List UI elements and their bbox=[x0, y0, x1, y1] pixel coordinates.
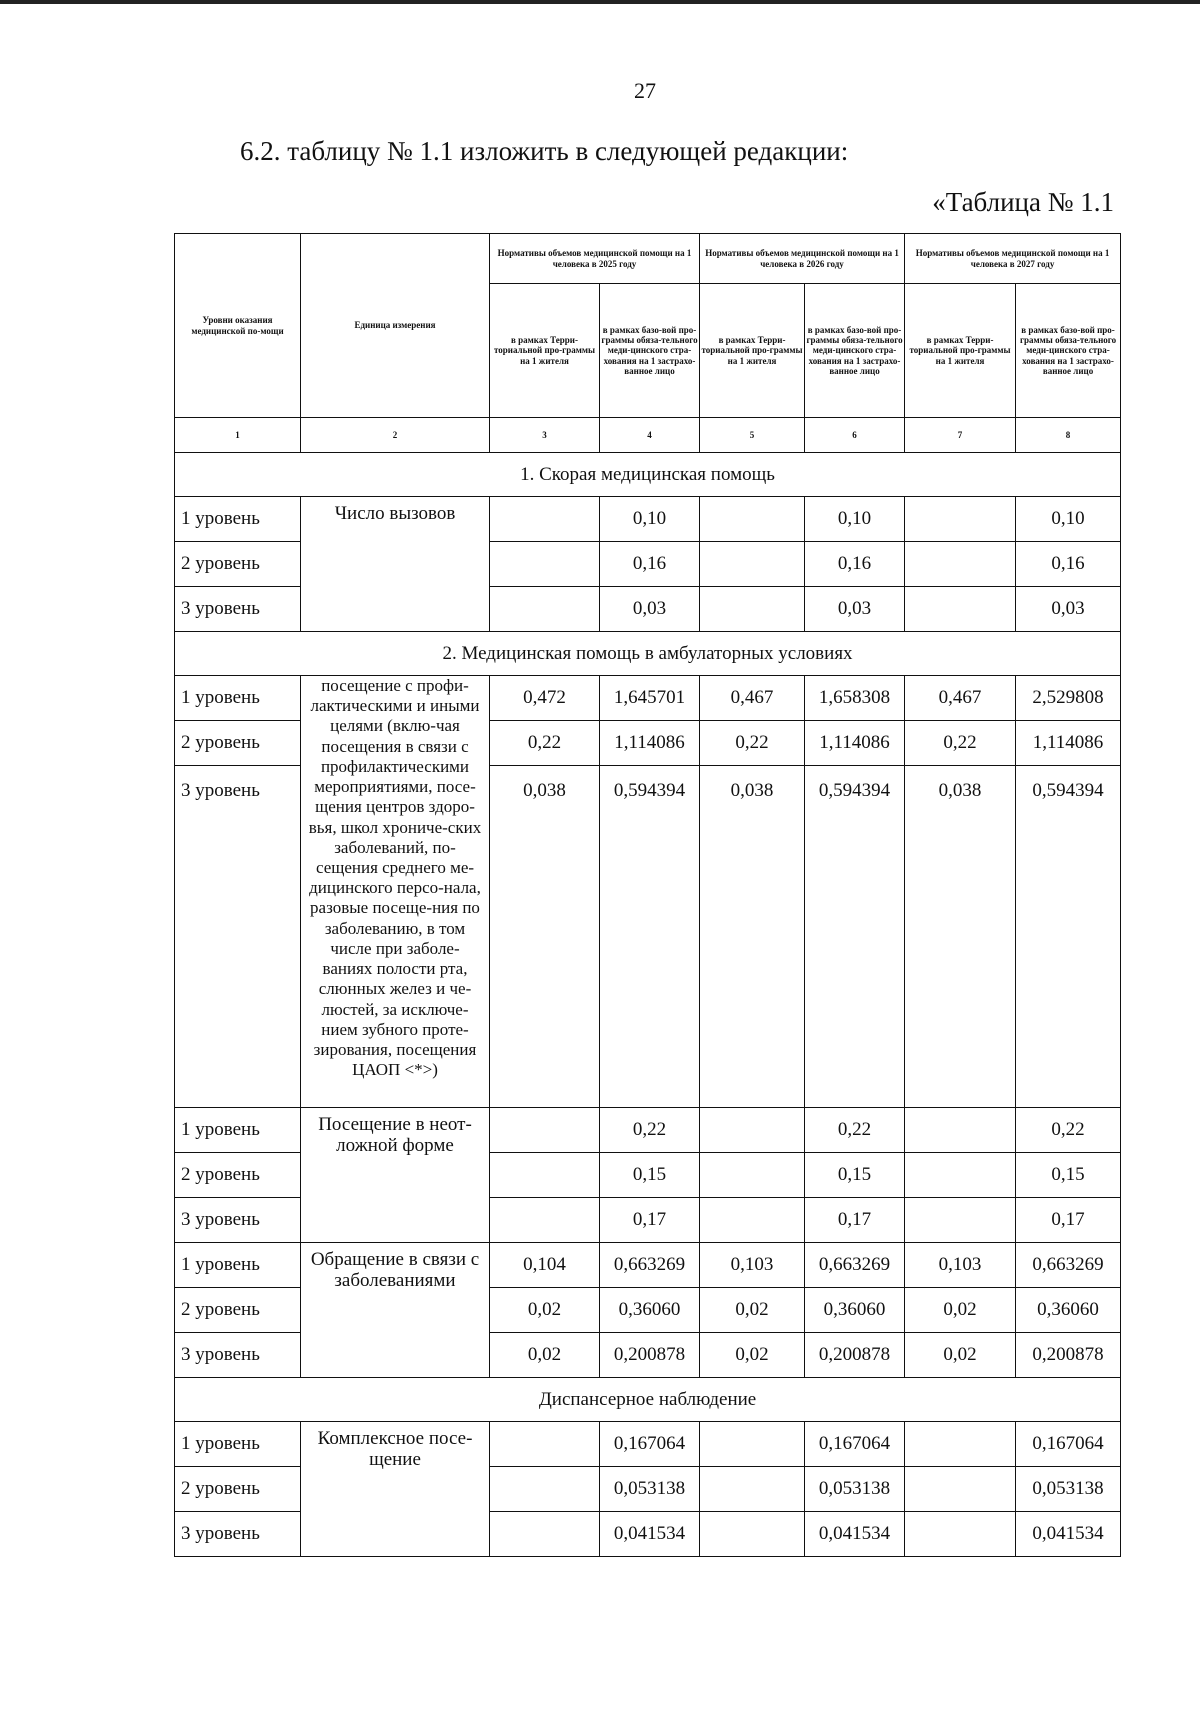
unit-cell: Комплексное посе-щение bbox=[301, 1422, 490, 1557]
value-cell: 0,167064 bbox=[1016, 1422, 1121, 1467]
value-cell: 0,167064 bbox=[600, 1422, 700, 1467]
column-number: 7 bbox=[905, 418, 1016, 453]
column-number-row bbox=[175, 418, 1121, 453]
value-cell: 0,22 bbox=[805, 1108, 905, 1153]
value-cell: 0,200878 bbox=[805, 1333, 905, 1378]
value-cell: 0,200878 bbox=[600, 1333, 700, 1378]
value-cell: 0,663269 bbox=[600, 1243, 700, 1288]
value-cell bbox=[700, 542, 805, 587]
value-cell: 0,041534 bbox=[600, 1512, 700, 1557]
value-cell bbox=[490, 497, 600, 542]
level-cell: 1 уровень bbox=[175, 497, 301, 542]
value-cell: 0,17 bbox=[805, 1198, 905, 1243]
value-cell bbox=[905, 1108, 1016, 1153]
oms-program-header: в рамках базо-вой про-граммы обяза-тельного меди-цинского стра-хования на 1 застрахо-ванное лицо bbox=[600, 284, 700, 418]
column-number: 3 bbox=[490, 418, 600, 453]
value-cell: 0,22 bbox=[1016, 1108, 1121, 1153]
value-cell bbox=[700, 497, 805, 542]
value-cell: 0,103 bbox=[700, 1243, 805, 1288]
value-cell bbox=[905, 1512, 1016, 1557]
territorial-program-header: в рамках Терри-ториальной про-граммы на 1 жителя bbox=[490, 284, 600, 418]
value-cell: 0,10 bbox=[1016, 497, 1121, 542]
value-cell: 0,17 bbox=[600, 1198, 700, 1243]
norms-table bbox=[174, 233, 1121, 1557]
territorial-program-header: в рамках Терри-ториальной про-граммы на 1 жителя bbox=[905, 284, 1016, 418]
value-cell: 0,22 bbox=[490, 721, 600, 766]
column-number: 2 bbox=[301, 418, 490, 453]
section-row bbox=[175, 453, 1121, 497]
value-cell: 0,17 bbox=[1016, 1198, 1121, 1243]
unit-cell: Посещение в неот-ложной форме bbox=[301, 1108, 490, 1243]
value-cell bbox=[905, 1153, 1016, 1198]
value-cell: 1,114086 bbox=[805, 721, 905, 766]
value-cell: 0,22 bbox=[600, 1108, 700, 1153]
value-cell: 0,02 bbox=[700, 1288, 805, 1333]
value-cell: 0,053138 bbox=[805, 1467, 905, 1512]
table-label: «Таблица № 1.1 bbox=[932, 187, 1114, 217]
level-cell: 2 уровень bbox=[175, 542, 301, 587]
column-number: 6 bbox=[805, 418, 905, 453]
value-cell bbox=[700, 1108, 805, 1153]
value-cell: 0,038 bbox=[490, 766, 600, 1108]
value-cell: 0,36060 bbox=[805, 1288, 905, 1333]
value-cell bbox=[490, 1108, 600, 1153]
value-cell: 0,10 bbox=[600, 497, 700, 542]
value-cell: 1,645701 bbox=[600, 676, 700, 721]
value-cell bbox=[905, 1198, 1016, 1243]
value-cell: 0,038 bbox=[905, 766, 1016, 1108]
value-cell: 0,041534 bbox=[1016, 1512, 1121, 1557]
year-group-header: Нормативы объемов медицинской помощи на 1 человека в 2027 году bbox=[905, 234, 1121, 284]
value-cell bbox=[905, 1467, 1016, 1512]
value-cell: 2,529808 bbox=[1016, 676, 1121, 721]
year-group-header: Нормативы объемов медицинской помощи на 1 человека в 2025 году bbox=[490, 234, 700, 284]
table-row bbox=[175, 1422, 1121, 1467]
value-cell bbox=[905, 542, 1016, 587]
value-cell: 0,02 bbox=[700, 1333, 805, 1378]
table-row bbox=[175, 676, 1121, 721]
level-cell: 1 уровень bbox=[175, 1243, 301, 1288]
column-number: 5 bbox=[700, 418, 805, 453]
level-cell: 2 уровень bbox=[175, 721, 301, 766]
value-cell: 0,36060 bbox=[1016, 1288, 1121, 1333]
value-cell bbox=[905, 497, 1016, 542]
value-cell bbox=[700, 1153, 805, 1198]
section-row bbox=[175, 1378, 1121, 1422]
year-group-header: Нормативы объемов медицинской помощи на 1 человека в 2026 году bbox=[700, 234, 905, 284]
value-cell bbox=[700, 1422, 805, 1467]
section-title: Диспансерное наблюдение bbox=[175, 1378, 1121, 1422]
value-cell: 0,15 bbox=[805, 1153, 905, 1198]
value-cell: 0,10 bbox=[805, 497, 905, 542]
value-cell: 0,103 bbox=[905, 1243, 1016, 1288]
value-cell: 0,22 bbox=[905, 721, 1016, 766]
value-cell bbox=[905, 1422, 1016, 1467]
value-cell: 0,03 bbox=[1016, 587, 1121, 632]
unit-cell: Обращение в связи с заболеваниями bbox=[301, 1243, 490, 1378]
value-cell: 0,038 bbox=[700, 766, 805, 1108]
value-cell: 0,467 bbox=[905, 676, 1016, 721]
value-cell: 0,03 bbox=[600, 587, 700, 632]
oms-program-header: в рамках базо-вой про-граммы обяза-тельного меди-цинского стра-хования на 1 застрахо-ванное лицо bbox=[805, 284, 905, 418]
value-cell bbox=[490, 1422, 600, 1467]
level-cell: 3 уровень bbox=[175, 1333, 301, 1378]
value-cell: 0,16 bbox=[805, 542, 905, 587]
value-cell bbox=[700, 587, 805, 632]
value-cell bbox=[490, 1153, 600, 1198]
value-cell: 0,167064 bbox=[805, 1422, 905, 1467]
level-cell: 1 уровень bbox=[175, 1108, 301, 1153]
column-number: 4 bbox=[600, 418, 700, 453]
value-cell: 0,22 bbox=[700, 721, 805, 766]
section-row bbox=[175, 632, 1121, 676]
value-cell: 0,594394 bbox=[600, 766, 700, 1108]
level-cell: 3 уровень bbox=[175, 587, 301, 632]
value-cell: 1,658308 bbox=[805, 676, 905, 721]
value-cell bbox=[905, 587, 1016, 632]
level-cell: 2 уровень bbox=[175, 1467, 301, 1512]
level-cell: 2 уровень bbox=[175, 1153, 301, 1198]
value-cell bbox=[490, 1198, 600, 1243]
level-column-header: Уровни оказания медицинской по-мощи bbox=[175, 234, 301, 418]
oms-program-header: в рамках базо-вой про-граммы обяза-тельного меди-цинского стра-хования на 1 застрахо-ванное лицо bbox=[1016, 284, 1121, 418]
level-cell: 2 уровень bbox=[175, 1288, 301, 1333]
table-row bbox=[175, 497, 1121, 542]
value-cell bbox=[700, 1198, 805, 1243]
section-title: 2. Медицинская помощь в амбулаторных условиях bbox=[175, 632, 1121, 676]
value-cell: 0,594394 bbox=[805, 766, 905, 1108]
amendment-heading: 6.2. таблицу № 1.1 изложить в следующей редакции: bbox=[240, 136, 849, 166]
value-cell: 0,104 bbox=[490, 1243, 600, 1288]
value-cell: 0,053138 bbox=[1016, 1467, 1121, 1512]
table-row bbox=[175, 1243, 1121, 1288]
value-cell: 0,041534 bbox=[805, 1512, 905, 1557]
level-cell: 3 уровень bbox=[175, 766, 301, 1108]
column-number: 1 bbox=[175, 418, 301, 453]
value-cell: 0,03 bbox=[805, 587, 905, 632]
value-cell: 0,02 bbox=[905, 1333, 1016, 1378]
value-cell: 0,467 bbox=[700, 676, 805, 721]
unit-cell: Число вызовов bbox=[301, 497, 490, 632]
section-title: 1. Скорая медицинская помощь bbox=[175, 453, 1121, 497]
value-cell bbox=[490, 542, 600, 587]
column-number: 8 bbox=[1016, 418, 1121, 453]
level-cell: 1 уровень bbox=[175, 676, 301, 721]
value-cell: 0,36060 bbox=[600, 1288, 700, 1333]
value-cell: 0,16 bbox=[1016, 542, 1121, 587]
level-cell: 3 уровень bbox=[175, 1198, 301, 1243]
value-cell bbox=[700, 1467, 805, 1512]
value-cell: 1,114086 bbox=[1016, 721, 1121, 766]
value-cell: 0,15 bbox=[1016, 1153, 1121, 1198]
level-cell: 1 уровень bbox=[175, 1422, 301, 1467]
value-cell: 0,594394 bbox=[1016, 766, 1121, 1108]
value-cell: 0,02 bbox=[490, 1333, 600, 1378]
value-cell bbox=[490, 1512, 600, 1557]
unit-cell: посещение с профи-лактическими и иными целями (вклю-чая посещения в связи с профилактическими мероприятиями, посе-щения центров здоро-вья, школ хрониче-ских заболеваний, по-сещения среднего ме-дицинского персо-нала, разовые посеще-ния по заболеванию, в том числе при заболе-ваниях полости рта, слюнных желез и че-люстей, за исключе-нием зубного проте-зирования, посещения ЦАОП <*>) bbox=[301, 676, 490, 1108]
value-cell bbox=[490, 1467, 600, 1512]
value-cell: 0,200878 bbox=[1016, 1333, 1121, 1378]
territorial-program-header: в рамках Терри-ториальной про-граммы на 1 жителя bbox=[700, 284, 805, 418]
value-cell: 0,15 bbox=[600, 1153, 700, 1198]
unit-column-header: Единица измерения bbox=[301, 234, 490, 418]
value-cell bbox=[490, 587, 600, 632]
value-cell: 0,02 bbox=[490, 1288, 600, 1333]
header-row bbox=[175, 234, 1121, 284]
page-number: 27 bbox=[634, 78, 656, 103]
value-cell: 1,114086 bbox=[600, 721, 700, 766]
value-cell: 0,053138 bbox=[600, 1467, 700, 1512]
value-cell: 0,472 bbox=[490, 676, 600, 721]
value-cell: 0,16 bbox=[600, 542, 700, 587]
value-cell: 0,663269 bbox=[805, 1243, 905, 1288]
value-cell bbox=[700, 1512, 805, 1557]
value-cell: 0,663269 bbox=[1016, 1243, 1121, 1288]
scan-top-edge bbox=[0, 0, 1200, 4]
level-cell: 3 уровень bbox=[175, 1512, 301, 1557]
value-cell: 0,02 bbox=[905, 1288, 1016, 1333]
table-row bbox=[175, 1108, 1121, 1153]
